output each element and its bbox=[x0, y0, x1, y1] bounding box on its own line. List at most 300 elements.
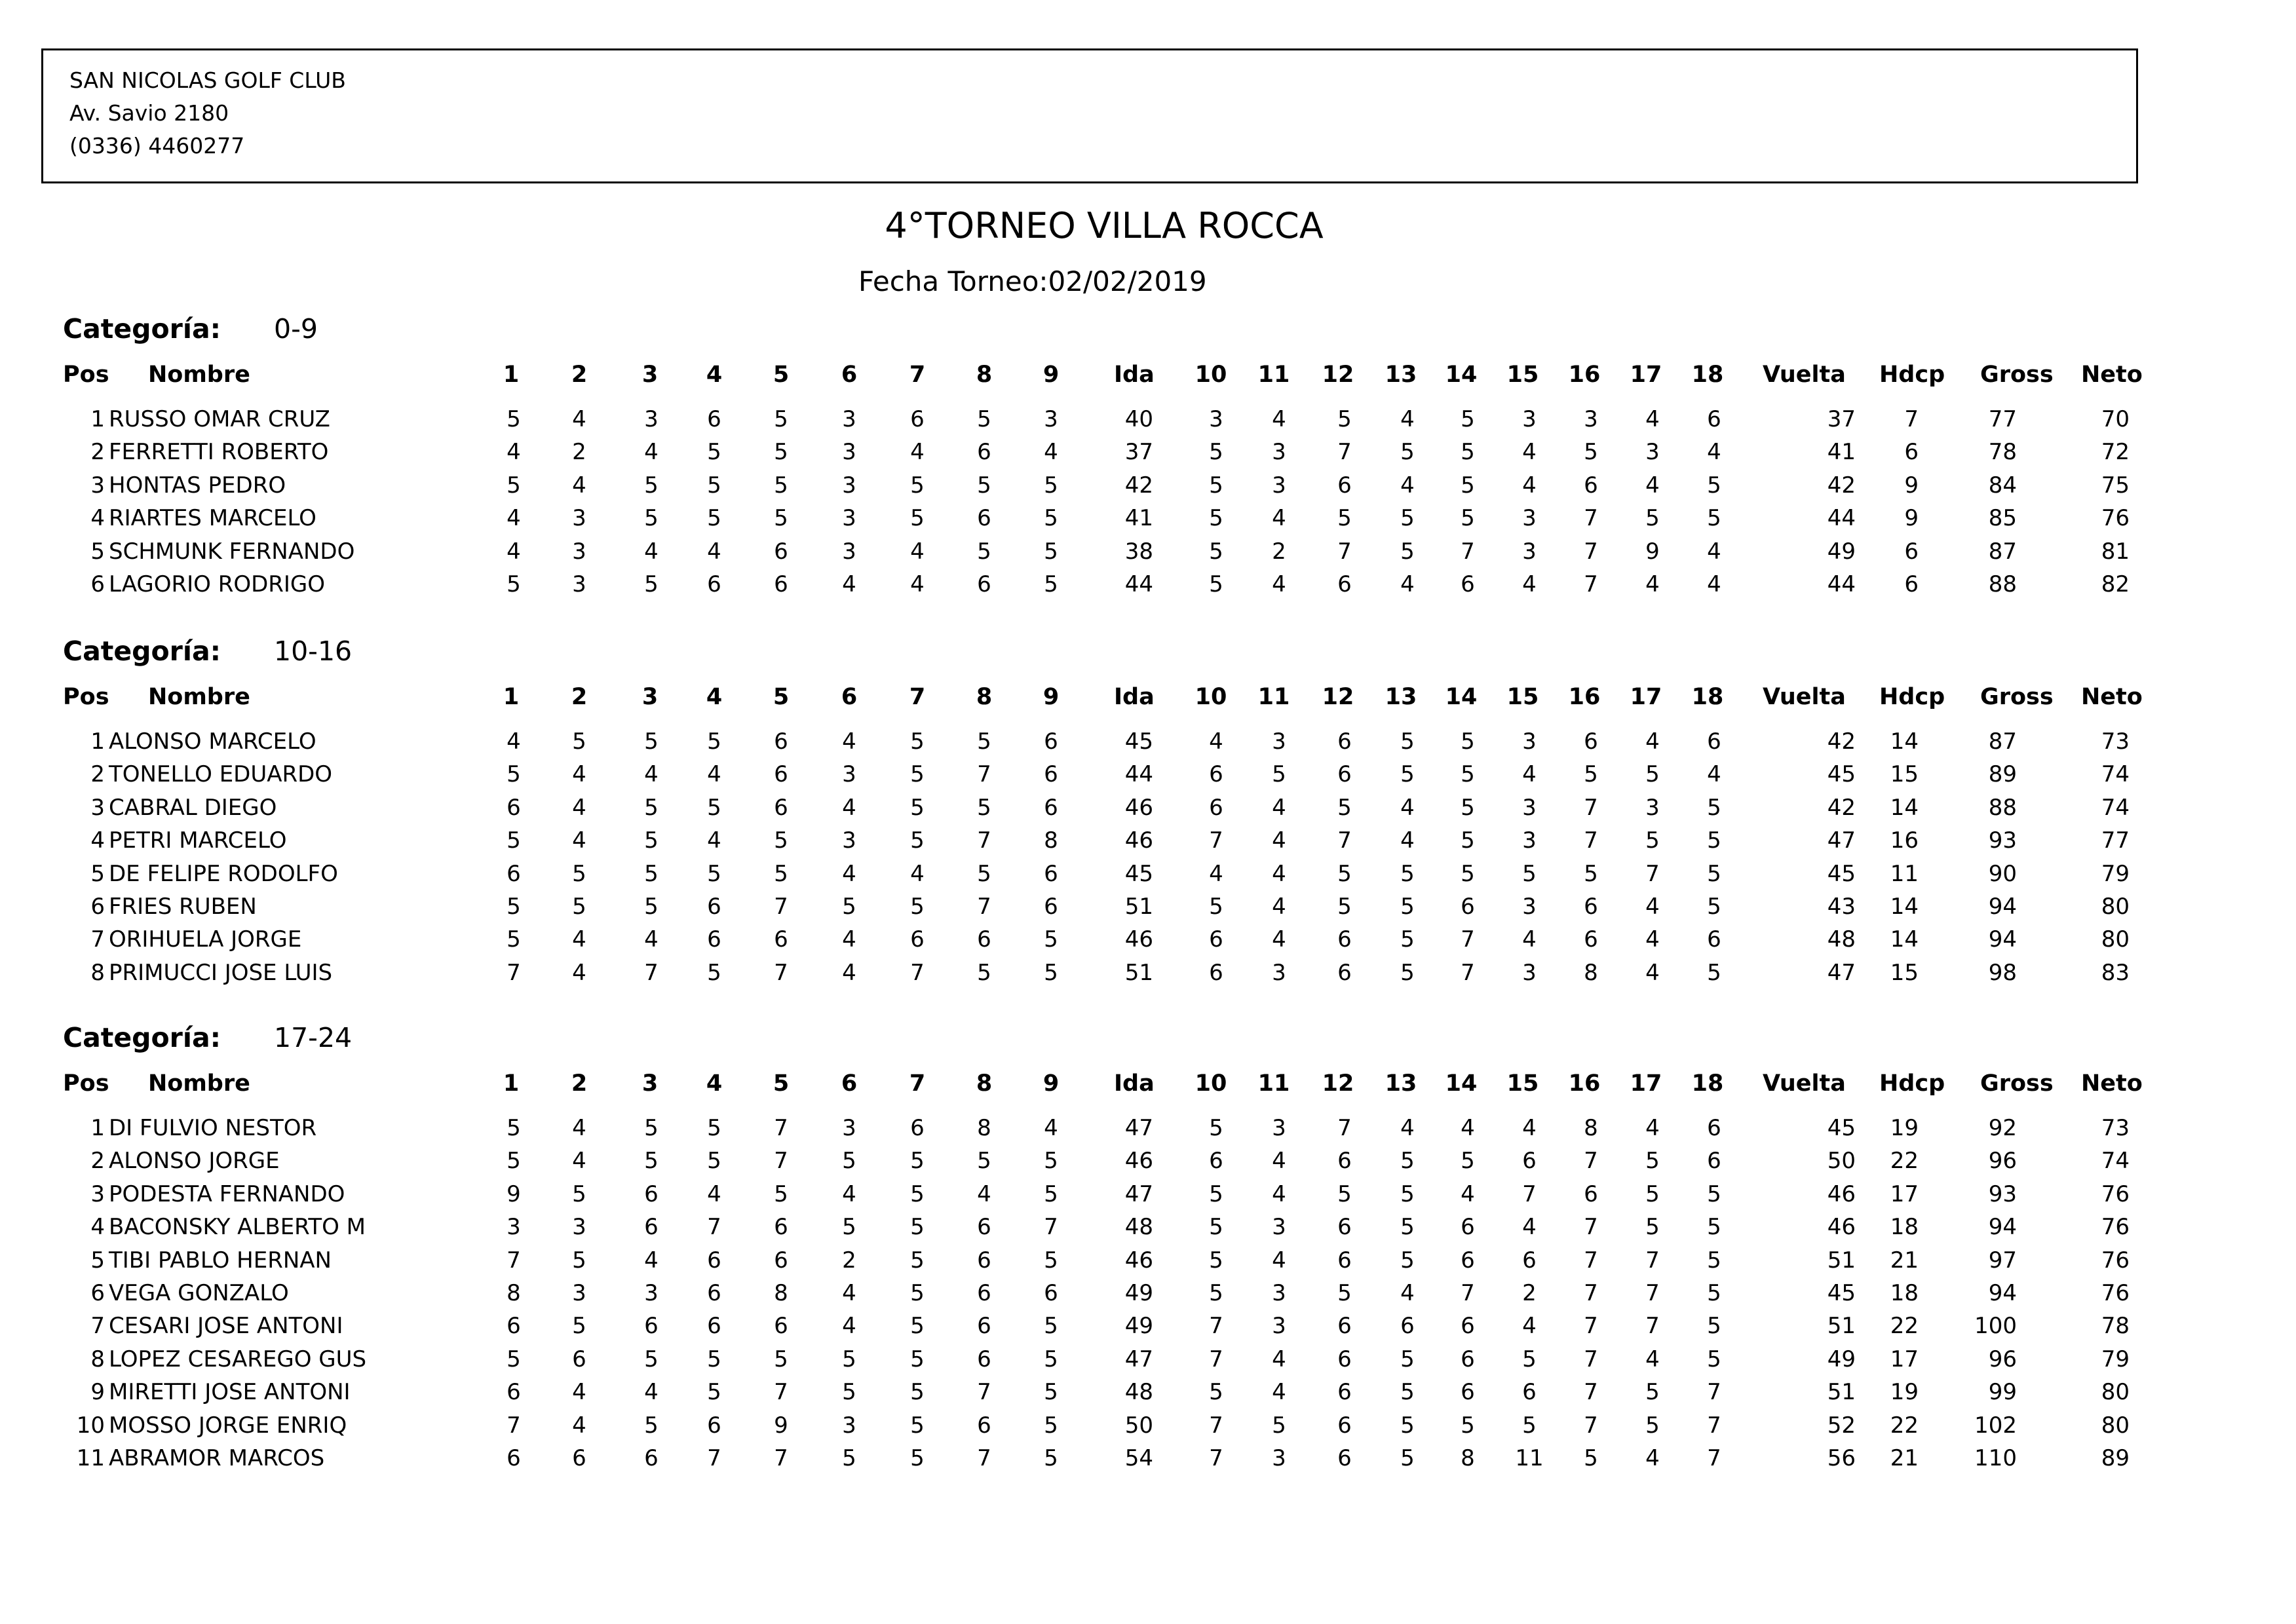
column-header: 13 bbox=[1385, 1070, 1417, 1097]
net-score: 80 bbox=[2101, 926, 2130, 953]
net-score: 89 bbox=[2101, 1445, 2130, 1471]
player-name: DE FELIPE RODOLFO bbox=[109, 860, 338, 887]
column-header: 6 bbox=[841, 684, 858, 710]
hole-score: 5 bbox=[644, 1148, 659, 1175]
hole-score: 5 bbox=[1584, 1445, 1598, 1471]
hole-score: 6 bbox=[1337, 1148, 1352, 1175]
hole-score: 6 bbox=[774, 571, 788, 597]
hole-score: 7 bbox=[507, 1247, 521, 1274]
gross-score: 94 bbox=[1988, 894, 2017, 920]
hole-score: 5 bbox=[1400, 1412, 1415, 1439]
column-header: Nombre bbox=[148, 362, 250, 388]
hole-score: 5 bbox=[1707, 1313, 1721, 1340]
hole-score: 5 bbox=[774, 505, 788, 532]
column-header: Hdcp bbox=[1879, 1070, 1945, 1097]
hole-score: 5 bbox=[644, 571, 659, 597]
hole-score: 5 bbox=[1209, 439, 1223, 466]
hole-score: 6 bbox=[977, 1280, 991, 1306]
hole-score: 5 bbox=[842, 1148, 856, 1175]
hole-score: 6 bbox=[1584, 728, 1598, 755]
hole-score: 5 bbox=[1044, 472, 1058, 499]
hole-score: 5 bbox=[977, 1148, 991, 1175]
hole-score: 4 bbox=[1272, 1148, 1286, 1175]
gross-score: 97 bbox=[1988, 1247, 2017, 1274]
hole-score: 6 bbox=[774, 538, 788, 565]
hole-score: 6 bbox=[977, 1247, 991, 1274]
hole-score: 4 bbox=[644, 538, 659, 565]
handicap: 6 bbox=[1904, 571, 1919, 597]
hole-score: 6 bbox=[774, 1313, 788, 1340]
hole-score: 5 bbox=[707, 959, 721, 986]
hole-score: 4 bbox=[1400, 571, 1415, 597]
hole-score: 5 bbox=[774, 827, 788, 854]
column-header: 13 bbox=[1385, 362, 1417, 388]
hole-score: 5 bbox=[707, 728, 721, 755]
hole-score: 5 bbox=[644, 894, 659, 920]
hole-score: 4 bbox=[1209, 728, 1223, 755]
column-header: 12 bbox=[1322, 362, 1354, 388]
net-score: 76 bbox=[2101, 1214, 2130, 1241]
hole-score: 4 bbox=[1522, 1313, 1537, 1340]
player-name: MIRETTI JOSE ANTONI bbox=[109, 1379, 351, 1406]
vuelta-total: 44 bbox=[1827, 571, 1856, 597]
player-name: ALONSO MARCELO bbox=[109, 728, 316, 755]
hole-score: 5 bbox=[507, 571, 521, 597]
handicap: 15 bbox=[1890, 959, 1919, 986]
hole-score: 5 bbox=[507, 1148, 521, 1175]
hole-score: 3 bbox=[842, 827, 856, 854]
hole-score: 4 bbox=[1522, 1214, 1537, 1241]
hole-score: 5 bbox=[977, 538, 991, 565]
hole-score: 4 bbox=[910, 571, 925, 597]
net-score: 80 bbox=[2101, 1379, 2130, 1406]
player-name: TIBI PABLO HERNAN bbox=[109, 1247, 332, 1274]
hole-score: 6 bbox=[1337, 1214, 1352, 1241]
hole-score: 7 bbox=[774, 959, 788, 986]
gross-score: 88 bbox=[1988, 571, 2017, 597]
handicap: 21 bbox=[1890, 1247, 1919, 1274]
hole-score: 6 bbox=[1044, 860, 1058, 887]
hole-score: 4 bbox=[572, 1148, 586, 1175]
ida-total: 51 bbox=[1124, 959, 1153, 986]
hole-score: 3 bbox=[842, 472, 856, 499]
hole-score: 6 bbox=[977, 1214, 991, 1241]
column-header: 6 bbox=[841, 1070, 858, 1097]
hole-score: 4 bbox=[644, 1247, 659, 1274]
hole-score: 9 bbox=[507, 1180, 521, 1207]
hole-score: 6 bbox=[1044, 761, 1058, 788]
hole-score: 4 bbox=[572, 761, 586, 788]
hole-score: 5 bbox=[1209, 571, 1223, 597]
hole-score: 5 bbox=[977, 959, 991, 986]
column-header: 12 bbox=[1322, 1070, 1354, 1097]
vuelta-total: 50 bbox=[1827, 1148, 1856, 1175]
hole-score: 5 bbox=[1707, 860, 1721, 887]
net-score: 78 bbox=[2101, 1313, 2130, 1340]
net-score: 74 bbox=[2101, 794, 2130, 821]
hole-score: 5 bbox=[1645, 1214, 1660, 1241]
column-header: 11 bbox=[1257, 1070, 1290, 1097]
vuelta-total: 37 bbox=[1827, 406, 1856, 432]
hole-score: 5 bbox=[910, 1412, 925, 1439]
handicap: 22 bbox=[1890, 1148, 1919, 1175]
hole-score: 4 bbox=[1400, 794, 1415, 821]
player-name: BACONSKY ALBERTO M bbox=[109, 1214, 366, 1241]
hole-score: 7 bbox=[1337, 827, 1352, 854]
hole-score: 5 bbox=[1400, 505, 1415, 532]
hole-score: 6 bbox=[910, 406, 925, 432]
hole-score: 5 bbox=[910, 505, 925, 532]
hole-score: 4 bbox=[1707, 439, 1721, 466]
column-header: 15 bbox=[1506, 684, 1539, 710]
handicap: 19 bbox=[1890, 1115, 1919, 1141]
hole-score: 4 bbox=[842, 1313, 856, 1340]
gross-score: 77 bbox=[1988, 406, 2017, 432]
hole-score: 5 bbox=[1209, 472, 1223, 499]
column-header: 8 bbox=[976, 1070, 993, 1097]
position-cell: 8 bbox=[90, 959, 105, 986]
handicap: 15 bbox=[1890, 761, 1919, 788]
hole-score: 5 bbox=[1044, 1180, 1058, 1207]
hole-score: 5 bbox=[1707, 1180, 1721, 1207]
hole-score: 4 bbox=[572, 794, 586, 821]
hole-score: 8 bbox=[1461, 1445, 1475, 1471]
column-header: 1 bbox=[503, 362, 520, 388]
player-name: VEGA GONZALO bbox=[109, 1280, 289, 1306]
hole-score: 5 bbox=[1584, 439, 1598, 466]
hole-score: 5 bbox=[507, 761, 521, 788]
column-header: 4 bbox=[706, 1070, 723, 1097]
hole-score: 6 bbox=[1707, 406, 1721, 432]
hole-score: 4 bbox=[1272, 1346, 1286, 1372]
gross-score: 84 bbox=[1988, 472, 2017, 499]
hole-score: 5 bbox=[1209, 1180, 1223, 1207]
hole-score: 5 bbox=[1400, 1247, 1415, 1274]
vuelta-total: 52 bbox=[1827, 1412, 1856, 1439]
hole-score: 5 bbox=[1707, 1280, 1721, 1306]
hole-score: 5 bbox=[1400, 439, 1415, 466]
ida-total: 50 bbox=[1124, 1412, 1153, 1439]
column-header: 17 bbox=[1630, 362, 1662, 388]
player-name: RUSSO OMAR CRUZ bbox=[109, 406, 330, 432]
player-name: PODESTA FERNANDO bbox=[109, 1180, 345, 1207]
gross-score: 110 bbox=[1974, 1445, 2017, 1471]
hole-score: 6 bbox=[774, 728, 788, 755]
hole-score: 7 bbox=[774, 1445, 788, 1471]
hole-score: 3 bbox=[842, 406, 856, 432]
hole-score: 3 bbox=[572, 505, 586, 532]
hole-score: 5 bbox=[707, 505, 721, 532]
hole-score: 6 bbox=[644, 1180, 659, 1207]
hole-score: 5 bbox=[644, 1412, 659, 1439]
hole-score: 4 bbox=[572, 406, 586, 432]
hole-score: 3 bbox=[842, 1412, 856, 1439]
hole-score: 6 bbox=[1461, 1214, 1475, 1241]
hole-score: 5 bbox=[507, 1346, 521, 1372]
handicap: 9 bbox=[1904, 472, 1919, 499]
player-name: LOPEZ CESAREGO GUS bbox=[109, 1346, 367, 1372]
hole-score: 3 bbox=[1272, 472, 1286, 499]
gross-score: 96 bbox=[1988, 1148, 2017, 1175]
hole-score: 3 bbox=[1645, 439, 1660, 466]
hole-score: 5 bbox=[1461, 505, 1475, 532]
hole-score: 5 bbox=[1707, 472, 1721, 499]
column-header: Pos bbox=[63, 684, 109, 710]
hole-score: 7 bbox=[774, 1379, 788, 1406]
hole-score: 3 bbox=[1522, 406, 1537, 432]
hole-score: 5 bbox=[1044, 1379, 1058, 1406]
hole-score: 3 bbox=[1522, 959, 1537, 986]
hole-score: 6 bbox=[977, 505, 991, 532]
hole-score: 6 bbox=[774, 761, 788, 788]
hole-score: 3 bbox=[1272, 439, 1286, 466]
hole-score: 6 bbox=[1044, 794, 1058, 821]
hole-score: 5 bbox=[1707, 827, 1721, 854]
vuelta-total: 45 bbox=[1827, 1115, 1856, 1141]
vuelta-total: 45 bbox=[1827, 761, 1856, 788]
net-score: 79 bbox=[2101, 1346, 2130, 1372]
hole-score: 4 bbox=[1272, 1180, 1286, 1207]
hole-score: 6 bbox=[1707, 926, 1721, 953]
hole-score: 5 bbox=[910, 1280, 925, 1306]
hole-score: 7 bbox=[1645, 1280, 1660, 1306]
hole-score: 5 bbox=[910, 1346, 925, 1372]
position-cell: 5 bbox=[90, 1247, 105, 1274]
hole-score: 4 bbox=[1272, 406, 1286, 432]
hole-score: 5 bbox=[1337, 1280, 1352, 1306]
hole-score: 7 bbox=[1584, 571, 1598, 597]
column-header: 3 bbox=[641, 684, 659, 710]
category-label: Categoría: bbox=[63, 1022, 221, 1053]
hole-score: 9 bbox=[774, 1412, 788, 1439]
hole-score: 3 bbox=[1522, 505, 1537, 532]
vuelta-total: 44 bbox=[1827, 505, 1856, 532]
ida-total: 47 bbox=[1124, 1346, 1153, 1372]
hole-score: 6 bbox=[707, 571, 721, 597]
hole-score: 5 bbox=[507, 472, 521, 499]
hole-score: 5 bbox=[977, 794, 991, 821]
hole-score: 5 bbox=[1645, 1180, 1660, 1207]
hole-score: 5 bbox=[1645, 1148, 1660, 1175]
net-score: 80 bbox=[2101, 1412, 2130, 1439]
gross-score: 100 bbox=[1974, 1313, 2017, 1340]
hole-score: 2 bbox=[572, 439, 586, 466]
ida-total: 44 bbox=[1124, 761, 1153, 788]
hole-score: 4 bbox=[644, 761, 659, 788]
hole-score: 6 bbox=[977, 926, 991, 953]
hole-score: 5 bbox=[1645, 761, 1660, 788]
hole-score: 5 bbox=[572, 860, 586, 887]
hole-score: 3 bbox=[1522, 827, 1537, 854]
hole-score: 8 bbox=[977, 1115, 991, 1141]
ida-total: 46 bbox=[1124, 1247, 1153, 1274]
hole-score: 5 bbox=[1337, 505, 1352, 532]
hole-score: 3 bbox=[1522, 794, 1537, 821]
hole-score: 6 bbox=[977, 1412, 991, 1439]
column-header: 4 bbox=[706, 684, 723, 710]
hole-score: 5 bbox=[644, 472, 659, 499]
hole-score: 4 bbox=[1522, 439, 1537, 466]
hole-score: 5 bbox=[910, 827, 925, 854]
hole-score: 5 bbox=[644, 728, 659, 755]
column-header: 1 bbox=[503, 1070, 520, 1097]
hole-score: 5 bbox=[910, 1445, 925, 1471]
hole-score: 5 bbox=[1461, 406, 1475, 432]
hole-score: 7 bbox=[1337, 538, 1352, 565]
hole-score: 6 bbox=[507, 1379, 521, 1406]
hole-score: 7 bbox=[1584, 1280, 1598, 1306]
column-header: 17 bbox=[1630, 684, 1662, 710]
hole-score: 2 bbox=[842, 1247, 856, 1274]
position-cell: 2 bbox=[90, 1148, 105, 1175]
gross-score: 93 bbox=[1988, 827, 2017, 854]
column-header: 7 bbox=[909, 1070, 926, 1097]
hole-score: 4 bbox=[572, 827, 586, 854]
vuelta-total: 48 bbox=[1827, 926, 1856, 953]
hole-score: 5 bbox=[1044, 1247, 1058, 1274]
net-score: 75 bbox=[2101, 472, 2130, 499]
hole-score: 7 bbox=[1209, 1412, 1223, 1439]
hole-score: 4 bbox=[842, 959, 856, 986]
column-header: 5 bbox=[773, 1070, 790, 1097]
hole-score: 6 bbox=[1707, 1148, 1721, 1175]
hole-score: 6 bbox=[1337, 1346, 1352, 1372]
hole-score: 3 bbox=[842, 439, 856, 466]
gross-score: 87 bbox=[1988, 538, 2017, 565]
player-name: ALONSO JORGE bbox=[109, 1148, 280, 1175]
hole-score: 6 bbox=[1044, 894, 1058, 920]
hole-score: 5 bbox=[1337, 1180, 1352, 1207]
hole-score: 7 bbox=[1584, 827, 1598, 854]
hole-score: 5 bbox=[910, 894, 925, 920]
hole-score: 5 bbox=[774, 439, 788, 466]
hole-score: 5 bbox=[910, 761, 925, 788]
column-header: 11 bbox=[1257, 684, 1290, 710]
gross-score: 85 bbox=[1988, 505, 2017, 532]
hole-score: 6 bbox=[977, 439, 991, 466]
hole-score: 7 bbox=[1584, 1214, 1598, 1241]
vuelta-total: 49 bbox=[1827, 1346, 1856, 1372]
hole-score: 4 bbox=[572, 472, 586, 499]
player-name: DI FULVIO NESTOR bbox=[109, 1115, 317, 1141]
hole-score: 4 bbox=[910, 860, 925, 887]
hole-score: 4 bbox=[977, 1180, 991, 1207]
hole-score: 5 bbox=[707, 794, 721, 821]
handicap: 19 bbox=[1890, 1379, 1919, 1406]
position-cell: 10 bbox=[76, 1412, 105, 1439]
hole-score: 5 bbox=[707, 860, 721, 887]
hole-score: 7 bbox=[977, 1445, 991, 1471]
net-score: 83 bbox=[2101, 959, 2130, 986]
hole-score: 6 bbox=[774, 1214, 788, 1241]
hole-score: 6 bbox=[1337, 571, 1352, 597]
player-name: LAGORIO RODRIGO bbox=[109, 571, 326, 597]
hole-score: 5 bbox=[644, 794, 659, 821]
hole-score: 6 bbox=[1461, 1247, 1475, 1274]
column-header: Hdcp bbox=[1879, 362, 1945, 388]
hole-score: 4 bbox=[1645, 1115, 1660, 1141]
hole-score: 7 bbox=[774, 894, 788, 920]
column-header: Neto bbox=[2081, 1070, 2143, 1097]
hole-score: 3 bbox=[572, 1280, 586, 1306]
hole-score: 5 bbox=[842, 1379, 856, 1406]
ida-total: 54 bbox=[1124, 1445, 1153, 1471]
column-header: 15 bbox=[1506, 362, 1539, 388]
hole-score: 6 bbox=[1522, 1148, 1537, 1175]
hole-score: 5 bbox=[1400, 926, 1415, 953]
column-header: 9 bbox=[1043, 684, 1060, 710]
category-range: 17-24 bbox=[274, 1022, 353, 1053]
category-label: Categoría: bbox=[63, 635, 221, 667]
hole-score: 5 bbox=[707, 439, 721, 466]
hole-score: 5 bbox=[1209, 1115, 1223, 1141]
hole-score: 4 bbox=[644, 1379, 659, 1406]
vuelta-total: 45 bbox=[1827, 860, 1856, 887]
hole-score: 5 bbox=[1337, 794, 1352, 821]
hole-score: 4 bbox=[1707, 538, 1721, 565]
hole-score: 5 bbox=[1645, 1379, 1660, 1406]
column-header: 5 bbox=[773, 684, 790, 710]
hole-score: 4 bbox=[1272, 505, 1286, 532]
hole-score: 3 bbox=[572, 571, 586, 597]
position-cell: 2 bbox=[90, 761, 105, 788]
hole-score: 6 bbox=[1337, 1313, 1352, 1340]
hole-score: 5 bbox=[507, 926, 521, 953]
hole-score: 5 bbox=[1044, 1148, 1058, 1175]
player-name: ORIHUELA JORGE bbox=[109, 926, 302, 953]
hole-score: 6 bbox=[1337, 1379, 1352, 1406]
hole-score: 6 bbox=[910, 926, 925, 953]
hole-score: 4 bbox=[1645, 1445, 1660, 1471]
hole-score: 7 bbox=[707, 1445, 721, 1471]
gross-score: 89 bbox=[1988, 761, 2017, 788]
handicap: 14 bbox=[1890, 728, 1919, 755]
handicap: 16 bbox=[1890, 827, 1919, 854]
hole-score: 4 bbox=[1461, 1115, 1475, 1141]
handicap: 21 bbox=[1890, 1445, 1919, 1471]
hole-score: 5 bbox=[910, 472, 925, 499]
hole-score: 7 bbox=[1461, 926, 1475, 953]
handicap: 9 bbox=[1904, 505, 1919, 532]
position-cell: 4 bbox=[90, 505, 105, 532]
position-cell: 9 bbox=[90, 1379, 105, 1406]
hole-score: 7 bbox=[910, 959, 925, 986]
hole-score: 5 bbox=[1522, 1346, 1537, 1372]
hole-score: 6 bbox=[707, 1412, 721, 1439]
hole-score: 5 bbox=[1461, 1148, 1475, 1175]
column-header: 10 bbox=[1195, 362, 1227, 388]
column-header: 3 bbox=[641, 362, 659, 388]
hole-score: 5 bbox=[1461, 472, 1475, 499]
hole-score: 5 bbox=[644, 827, 659, 854]
ida-total: 46 bbox=[1124, 827, 1153, 854]
hole-score: 5 bbox=[1707, 1214, 1721, 1241]
player-name: CESARI JOSE ANTONI bbox=[109, 1313, 343, 1340]
hole-score: 6 bbox=[1209, 959, 1223, 986]
hole-score: 7 bbox=[1584, 1379, 1598, 1406]
hole-score: 5 bbox=[1461, 1412, 1475, 1439]
vuelta-total: 46 bbox=[1827, 1180, 1856, 1207]
hole-score: 6 bbox=[977, 1346, 991, 1372]
hole-score: 5 bbox=[644, 505, 659, 532]
hole-score: 7 bbox=[507, 959, 521, 986]
hole-score: 6 bbox=[977, 1313, 991, 1340]
position-cell: 6 bbox=[90, 571, 105, 597]
hole-score: 4 bbox=[1522, 1115, 1537, 1141]
hole-score: 6 bbox=[1461, 894, 1475, 920]
player-name: PETRI MARCELO bbox=[109, 827, 287, 854]
hole-score: 4 bbox=[842, 860, 856, 887]
